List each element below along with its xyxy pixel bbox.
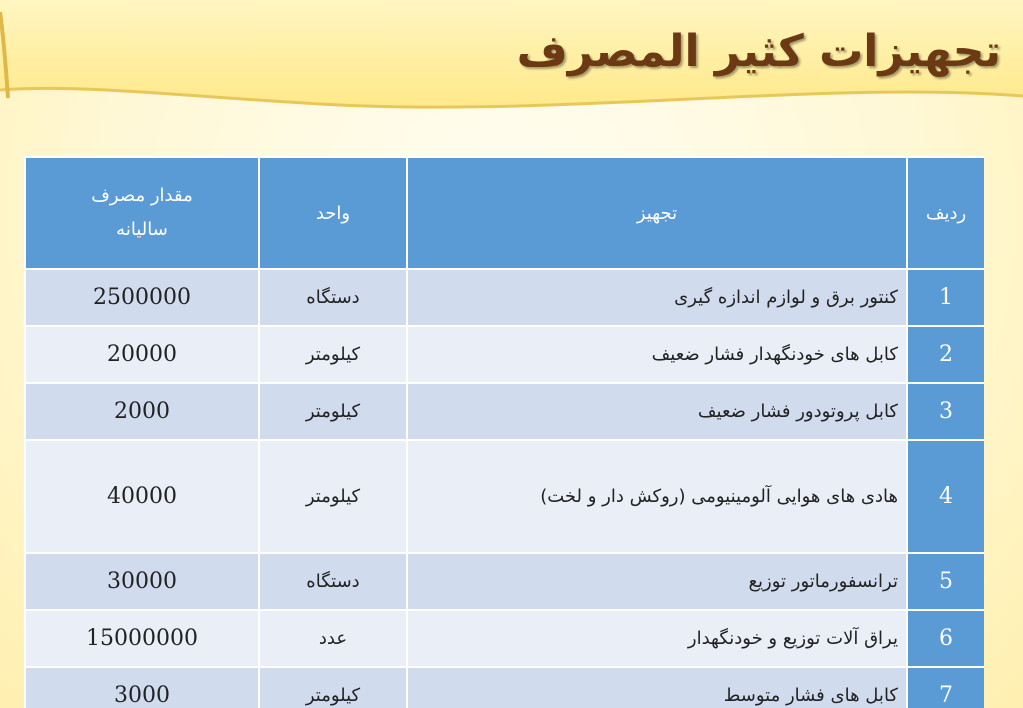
amount-cell: 2000 [25,383,259,440]
table-row [25,383,984,440]
equipment-name: کابل های فشار متوسط [407,667,907,708]
header-equipment: تجهیز [407,157,907,269]
table-row [25,440,984,553]
row-number: 5 [907,553,984,610]
equipment-table [24,156,984,708]
unit-cell: کیلومتر [259,667,407,708]
table-header-row [25,157,984,269]
unit-cell: کیلومتر [259,383,407,440]
page-title: تجهیزات کثیر المصرف [516,26,1001,77]
unit-cell: دستگاه [259,553,407,610]
header-row-number: ردیف [907,157,984,269]
equipment-name: هادی های هوایی آلومینیومی (روکش دار و لخت) [407,440,907,553]
amount-cell: 40000 [25,440,259,553]
header-annual-usage-label: مقدار مصرف سالیانه [91,185,193,240]
unit-cell: دستگاه [259,269,407,326]
header-unit: واحد [259,157,407,269]
amount-cell: 15000000 [25,610,259,667]
table-row [25,667,984,708]
amount-cell: 20000 [25,326,259,383]
amount-cell: 3000 [25,667,259,708]
equipment-name: کابل های خودنگهدار فشار ضعیف [407,326,907,383]
table-row [25,269,984,326]
equipment-name: یراق آلات توزیع و خودنگهدار [407,610,907,667]
amount-cell: 30000 [25,553,259,610]
row-number: 2 [907,326,984,383]
table-row [25,553,984,610]
row-number: 7 [907,667,984,708]
amount-cell: 2500000 [25,269,259,326]
unit-cell: کیلومتر [259,440,407,553]
equipment-name: کنتور برق و لوازم اندازه گیری [407,269,907,326]
row-number: 3 [907,383,984,440]
unit-cell: کیلومتر [259,326,407,383]
equipment-table-container [24,156,984,708]
row-number: 4 [907,440,984,553]
equipment-name: کابل پروتودور فشار ضعیف [407,383,907,440]
header-annual-usage [25,157,259,269]
equipment-name: ترانسفورماتور توزیع [407,553,907,610]
row-number: 1 [907,269,984,326]
table-row [25,326,984,383]
unit-cell: عدد [259,610,407,667]
row-number: 6 [907,610,984,667]
table-row [25,610,984,667]
